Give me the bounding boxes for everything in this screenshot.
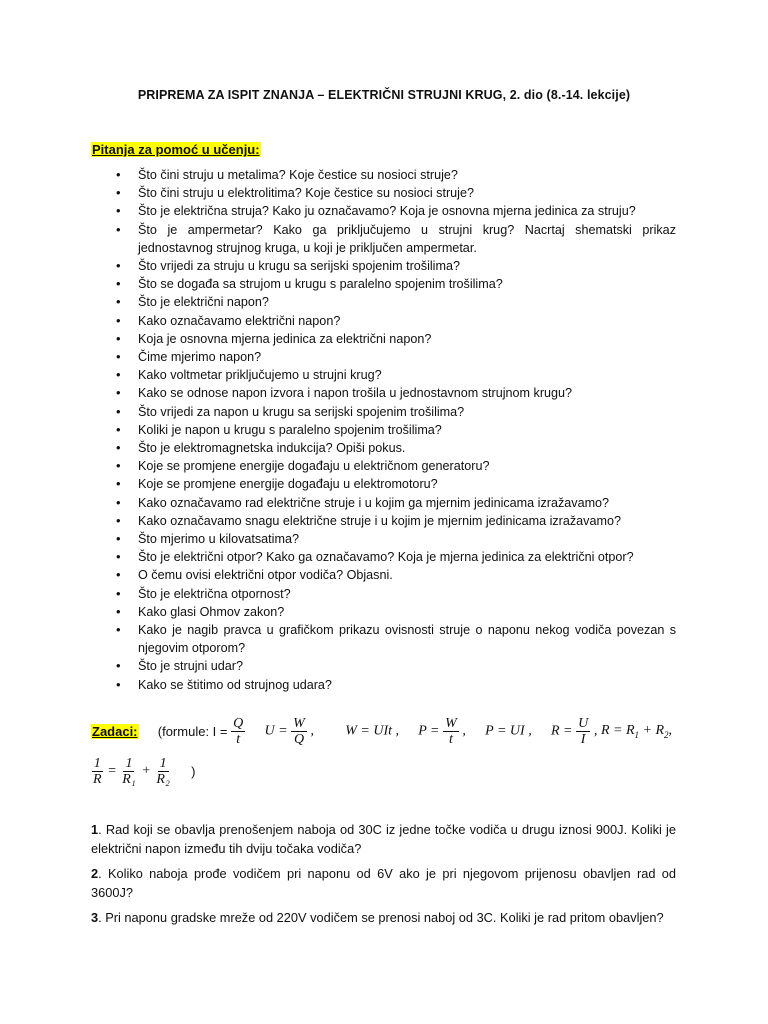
formula-power: $\frac{W}{t}$ xyxy=(445,716,457,747)
page-title: PRIPREMA ZA ISPIT ZNANJA – ELEKTRIČNI STRUJNI KRUG, 2. dio (8.-14. lekcije) xyxy=(137,88,631,102)
formula-work: W = UIt , xyxy=(345,723,399,739)
list-item: • Kako označavamo rad električne struje i u kojim ga mjernim jedinicama izražavamo? xyxy=(112,494,676,512)
list-item: • Što vrijedi za struju u krugu sa serijski spojenim trošilima? xyxy=(112,257,676,275)
formula-parallel-lhs: $\frac{1}{R}$ xyxy=(93,756,102,787)
list-item: • Što je električni napon? xyxy=(112,293,676,311)
list-item: • Koje se promjene energije događaju u električnom generatoru? xyxy=(112,457,676,475)
list-item: • Kako označavamo električni napon? xyxy=(112,312,676,330)
list-item: • Koje se promjene energije događaju u elektromotoru? xyxy=(112,475,676,493)
formulas-open: (formule: I = xyxy=(157,724,228,739)
study-questions-heading: Pitanja za pomoć u učenju: xyxy=(92,142,260,157)
list-item: • Koja je osnovna mjerna jedinica za električni napon? xyxy=(112,330,676,348)
list-item: • Što mjerimo u kilovatsatima? xyxy=(112,530,676,548)
list-item: • Kako voltmetar priključujemo u strujni krug? xyxy=(112,366,676,384)
formula-voltage-lhs: U = xyxy=(264,723,288,739)
formula-parallel-term-1: $\frac{1}{\text{R₁}}$ xyxy=(122,756,136,787)
formula-power-lhs: P = xyxy=(418,723,440,739)
list-item: • Što je strujni udar? xyxy=(112,657,676,675)
formulas-close: ) xyxy=(191,764,196,779)
study-questions-list xyxy=(112,166,676,694)
list-item: • Što čini struju u elektrolitima? Koje čestice su nosioci struje? xyxy=(112,184,676,202)
list-item: • Što se događa sa strujom u krugu s paralelno spojenim trošilima? xyxy=(112,275,676,293)
formula-row: $\frac{1}{R}$ = $\frac{1}{\text{R₁}}$ + $\frac{1}{\text{R₂}}$ ) xyxy=(93,756,196,787)
formula-series-resistance: $R = R_1 + R_2$, xyxy=(600,723,673,740)
list-item: • Što čini struju u metalima? Koje čestice su nosioci struje? xyxy=(112,166,676,184)
formula-parallel-term-2: $\frac{1}{\text{R₂}}$ xyxy=(156,756,170,787)
list-item: • Što je ampermetar? Kako ga priključujemo u strujni krug? Nacrtaj shematski prikaz jednostavnog strujnog kruga, u koji je priključen ampermetar. xyxy=(112,221,676,257)
formula-voltage: $\frac{W}{Q}$ xyxy=(293,716,305,747)
formula-current: $\frac{Q}{t}$ xyxy=(233,716,244,747)
list-item: • Što je električna otpornost? xyxy=(112,585,676,603)
problem-2: 2. Koliko naboja prođe vodičem pri naponu od 6V ako je pri njegovom prijenosu obavljen rad od 3600J? xyxy=(91,866,676,900)
problem-1: 1. Rad koji se obavlja prenošenjem naboja od 30C iz jedne točke vodiča u drugu iznosi 900J. Koliki je električni napon između tih dviju točaka vodiča? xyxy=(91,822,676,856)
list-item: • O čemu ovisi električni otpor vodiča? Objasni. xyxy=(112,566,676,584)
list-item: • Kako se štitimo od strujnog udara? xyxy=(112,676,676,694)
list-item: • Što je električna struja? Kako ju označavamo? Koja je osnovna mjerna jedinica za struju? xyxy=(112,202,676,220)
formula-row: Zadaci: (formule: I = $\frac{Q}{t}$ U = $\frac{W}{Q}$ , W = UIt , P = $\frac{W}{t}$ , P = UI , R = $\frac{U}{I}$ , $R = R_1 + R_2$, xyxy=(92,716,673,747)
list-item: • Kako označavamo snagu električne struje i u kojim je mjernim jedinicama izražavamo? xyxy=(112,512,676,530)
list-item: • Kako je nagib pravca u grafičkom prikazu ovisnosti struje o naponu nekog vodiča povezan s njegovim otporom? xyxy=(112,621,676,657)
list-item: • Što je električni otpor? Kako ga označavamo? Koja je mjerna jedinica za električni otpor? xyxy=(112,548,676,566)
formula-resistance: $\frac{U}{I}$ xyxy=(578,716,589,747)
formula-power-ui: P = UI , xyxy=(485,723,532,739)
list-item: • Koliki je napon u krugu s paralelno spojenim trošilima? xyxy=(112,421,676,439)
list-item: • Što vrijedi za napon u krugu sa serijski spojenim trošilima? xyxy=(112,403,676,421)
list-item: • Što je elektromagnetska indukcija? Opiši pokus. xyxy=(112,439,676,457)
formula-resistance-lhs: R = xyxy=(550,723,573,739)
list-item: • Kako se odnose napon izvora i napon trošila u jednostavnom strujnom krugu? xyxy=(112,384,676,402)
problem-3: 3. Pri naponu gradske mreže od 220V vodičem se prenosi naboj od 3C. Koliki je rad pritom obavljen? xyxy=(91,910,664,925)
tasks-heading: Zadaci: xyxy=(92,724,138,739)
list-item: • Kako glasi Ohmov zakon? xyxy=(112,603,676,621)
list-item: • Čime mjerimo napon? xyxy=(112,348,676,366)
